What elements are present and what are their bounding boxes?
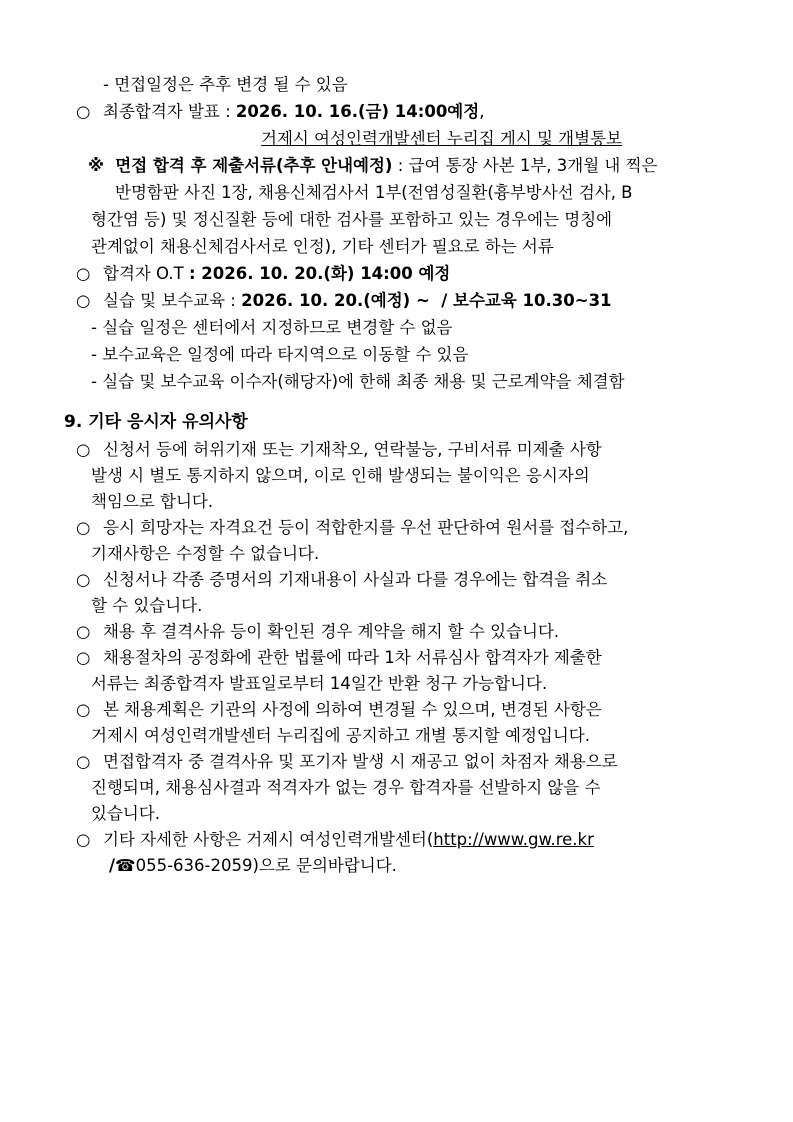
final-announce-channel: 거제시 여성인력개발센터 누리집 게시 및 개별통보: [261, 129, 622, 148]
notice-item-1-line-3: 책임으로 합니다.: [91, 492, 214, 511]
contact-slash: /: [109, 856, 116, 875]
notice-item-1-line-1: 신청서 등에 허위기재 또는 기재착오, 연락불능, 구비서류 미제출 사항: [103, 440, 602, 459]
contact-phone: 055-636-2059)으로 문의바랍니다.: [135, 856, 397, 875]
notice-item-5-line-2: 서류는 최종합격자 발표일로부터 14일간 반환 청구 가능합니다.: [91, 674, 548, 693]
website-link[interactable]: http://www.gw.re.kr: [433, 830, 594, 849]
bullet-circle: ○: [76, 570, 91, 589]
notice-item-6-line-1: 본 채용계획은 기관의 사정에 의하여 변경될 수 있으며, 변경된 사항은: [103, 700, 602, 719]
notice-item-7-line-2: 진행되며, 채용심사결과 적격자가 없는 경우 합격자를 선발하지 않을 수: [91, 778, 601, 797]
notice-item-7-line-3: 있습니다.: [91, 804, 161, 823]
bullet-circle: ○: [76, 622, 91, 641]
training-note-3: - 실습 및 보수교육 이수자(해당자)에 한해 최종 채용 및 근로계약을 체결함: [91, 372, 625, 391]
interview-schedule-note: - 면접일정은 추후 변경 될 수 있음: [103, 75, 348, 94]
notice-item-5-line-1: 채용절차의 공정화에 관한 법률에 따라 1차 서류심사 합격자가 제출한: [103, 648, 602, 667]
docs-note-rest: : 급여 통장 사본 1부, 3개월 내 찍은: [392, 156, 658, 175]
bullet-circle: ○: [76, 102, 91, 121]
ot-label: 합격자 O.T: [103, 264, 189, 283]
ot-value: : 2026. 10. 20.(화) 14:00 예정: [188, 264, 451, 283]
bullet-circle: ○: [76, 440, 91, 459]
notice-item-2-line-1: 응시 희망자는 자격요건 등이 적합한지를 우선 판단하여 원서를 접수하고,: [103, 518, 629, 537]
final-announce-label: 최종합격자 발표 :: [103, 102, 236, 121]
bullet-circle: ○: [76, 830, 91, 849]
training-label: 실습 및 보수교육 :: [103, 291, 242, 310]
docs-note-line-4: 관계없이 채용신체검사서로 인정), 기타 센터가 필요로 하는 서류: [91, 237, 554, 256]
final-announce-line: [103, 99, 484, 125]
notice-item-6-line-2: 거제시 여성인력개발센터 누리집에 공지하고 개별 통지할 예정입니다.: [91, 726, 590, 745]
notice-item-7-line-1: 면접합격자 중 결격사유 및 포기자 발생 시 재공고 없이 차점자 채용으로: [103, 752, 618, 771]
bullet-circle: ○: [76, 648, 91, 667]
bullet-circle: ○: [76, 291, 91, 310]
training-value: 2026. 10. 20.(예정) ~ / 보수교육 10.30~31: [241, 291, 612, 310]
contact-line-2: [109, 853, 397, 879]
final-announce-date: 2026. 10. 16.(금) 14:00예정: [235, 102, 480, 121]
docs-note-label: 면접 합격 후 제출서류(추후 안내예정): [115, 156, 393, 175]
docs-note-line-2: 반명함판 사진 1장, 채용신체검사서 1부(전염성질환(흉부방사선 검사, B: [115, 183, 633, 202]
section-9-title: 9. 기타 응시자 유의사항: [64, 412, 248, 432]
training-note-2: - 보수교육은 일정에 따라 타지역으로 이동할 수 있음: [91, 345, 469, 364]
contact-text: 기타 자세한 사항은 거제시 여성인력개발센터(: [103, 830, 434, 849]
training-line: [103, 288, 612, 314]
notice-item-3-line-1: 신청서나 각종 증명서의 기재내용이 사실과 다를 경우에는 합격을 취소: [103, 570, 608, 589]
phone-icon: ☎: [115, 856, 136, 875]
reference-mark: ※: [88, 156, 105, 175]
bullet-circle: ○: [76, 700, 91, 719]
docs-note-line-3: 형간염 등) 및 정신질환 등에 대한 검사를 포함하고 있는 경우에는 명칭에: [91, 210, 613, 229]
notice-item-3-line-2: 할 수 있습니다.: [91, 596, 203, 615]
bullet-circle: ○: [76, 264, 91, 283]
ot-line: [103, 261, 450, 287]
notice-item-2-line-2: 기재사항은 수정할 수 없습니다.: [91, 544, 320, 563]
final-announce-comma: ,: [479, 102, 485, 121]
bullet-circle: ○: [76, 518, 91, 537]
contact-line-1: [103, 827, 594, 853]
docs-note-line-1: [88, 153, 657, 179]
training-note-1: - 실습 일정은 센터에서 지정하므로 변경할 수 없음: [91, 318, 453, 337]
bullet-circle: ○: [76, 752, 91, 771]
notice-item-4-line-1: 채용 후 결격사유 등이 확인된 경우 계약을 해지 할 수 있습니다.: [103, 622, 560, 641]
notice-item-1-line-2: 발생 시 별도 통지하지 않으며, 이로 인해 발생되는 불이익은 응시자의: [91, 466, 590, 485]
